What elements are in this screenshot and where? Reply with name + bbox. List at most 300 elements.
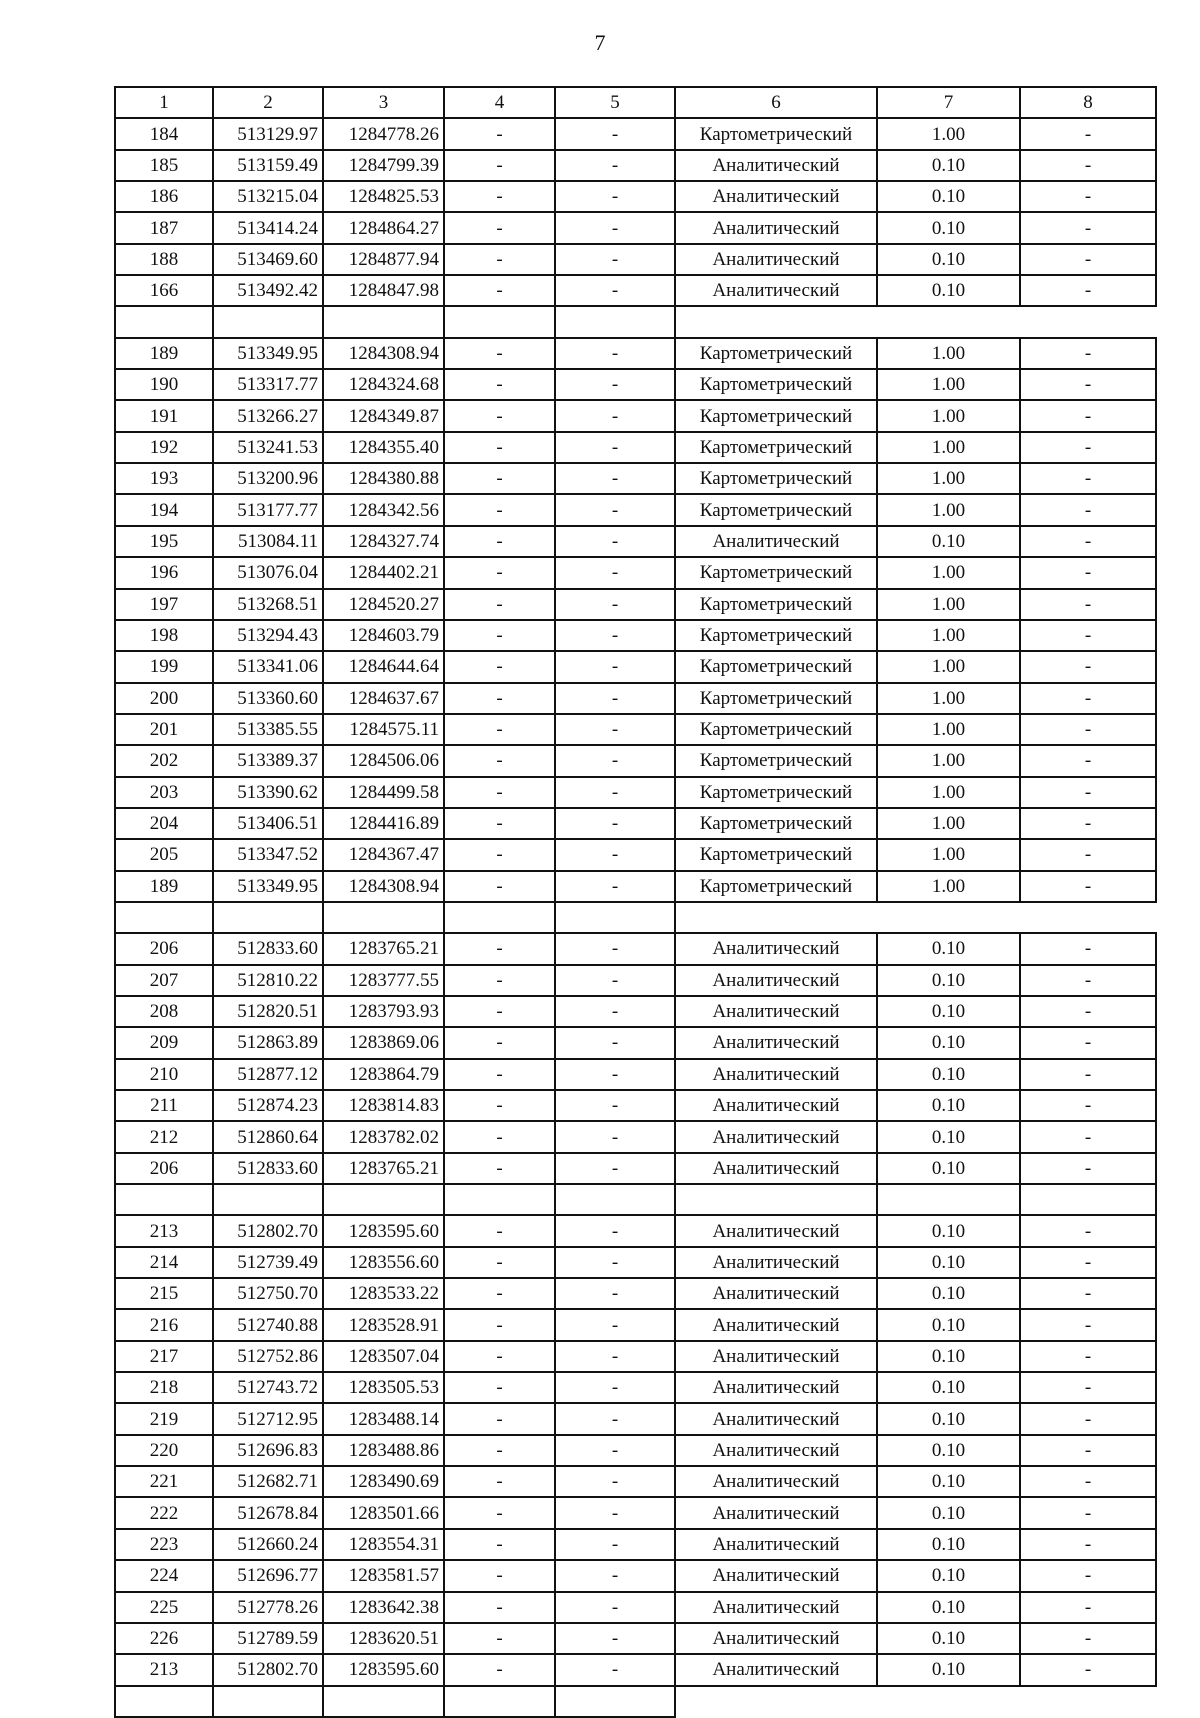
method-cell: Аналитический bbox=[675, 275, 877, 306]
empty-cell bbox=[323, 902, 444, 933]
method-cell: Аналитический bbox=[675, 244, 877, 275]
y-coordinate-cell: 1284308.94 bbox=[323, 338, 444, 369]
x-coordinate-cell: 513129.97 bbox=[213, 118, 323, 149]
col4-cell: - bbox=[444, 150, 555, 181]
col5-cell: - bbox=[555, 338, 675, 369]
col5-cell: - bbox=[555, 714, 675, 745]
col4-cell: - bbox=[444, 777, 555, 808]
x-coordinate-cell: 513406.51 bbox=[213, 808, 323, 839]
col8-cell: - bbox=[1020, 275, 1156, 306]
y-coordinate-cell: 1284499.58 bbox=[323, 777, 444, 808]
col5-cell: - bbox=[555, 1247, 675, 1278]
table-row bbox=[115, 651, 1156, 682]
point-number-cell: 204 bbox=[115, 808, 213, 839]
point-number-cell: 186 bbox=[115, 181, 213, 212]
col4-cell: - bbox=[444, 745, 555, 776]
point-number-cell: 223 bbox=[115, 1529, 213, 1560]
method-cell: Аналитический bbox=[675, 1309, 877, 1340]
col4-cell: - bbox=[444, 714, 555, 745]
y-coordinate-cell: 1284575.11 bbox=[323, 714, 444, 745]
x-coordinate-cell: 512874.23 bbox=[213, 1090, 323, 1121]
col5-cell: - bbox=[555, 1592, 675, 1623]
point-number-cell: 189 bbox=[115, 871, 213, 902]
point-number-cell: 199 bbox=[115, 651, 213, 682]
table-row bbox=[115, 1278, 1156, 1309]
method-cell: Аналитический bbox=[675, 1153, 877, 1184]
col8-cell: - bbox=[1020, 432, 1156, 463]
table-row bbox=[115, 1466, 1156, 1497]
point-number-cell: 197 bbox=[115, 589, 213, 620]
empty-cell bbox=[1020, 306, 1156, 337]
col4-cell: - bbox=[444, 1372, 555, 1403]
x-coordinate-cell: 513159.49 bbox=[213, 150, 323, 181]
point-number-cell: 192 bbox=[115, 432, 213, 463]
table-row bbox=[115, 1215, 1156, 1246]
col8-cell: - bbox=[1020, 1403, 1156, 1434]
col8-cell: - bbox=[1020, 839, 1156, 870]
y-coordinate-cell: 1283620.51 bbox=[323, 1623, 444, 1654]
table-row bbox=[115, 1435, 1156, 1466]
y-coordinate-cell: 1283488.86 bbox=[323, 1435, 444, 1466]
table-row bbox=[115, 338, 1156, 369]
method-cell: Аналитический bbox=[675, 1654, 877, 1685]
table-row bbox=[115, 683, 1156, 714]
accuracy-cell: 0.10 bbox=[877, 275, 1020, 306]
col4-cell: - bbox=[444, 400, 555, 431]
x-coordinate-cell: 512739.49 bbox=[213, 1247, 323, 1278]
method-cell: Аналитический bbox=[675, 965, 877, 996]
col4-cell: - bbox=[444, 933, 555, 964]
method-cell: Аналитический bbox=[675, 1372, 877, 1403]
method-cell: Картометрический bbox=[675, 463, 877, 494]
x-coordinate-cell: 513215.04 bbox=[213, 181, 323, 212]
point-number-cell: 196 bbox=[115, 557, 213, 588]
accuracy-cell: 0.10 bbox=[877, 1247, 1020, 1278]
col5-cell: - bbox=[555, 463, 675, 494]
col8-cell: - bbox=[1020, 871, 1156, 902]
point-number-cell: 208 bbox=[115, 996, 213, 1027]
method-cell: Картометрический bbox=[675, 400, 877, 431]
method-cell: Аналитический bbox=[675, 1435, 877, 1466]
col4-cell: - bbox=[444, 338, 555, 369]
separator-row bbox=[115, 1686, 1156, 1717]
x-coordinate-cell: 512810.22 bbox=[213, 965, 323, 996]
y-coordinate-cell: 1283533.22 bbox=[323, 1278, 444, 1309]
method-cell: Аналитический bbox=[675, 1059, 877, 1090]
empty-cell bbox=[555, 306, 675, 337]
coordinates-table bbox=[114, 86, 1157, 1718]
table-row bbox=[115, 1341, 1156, 1372]
col4-cell: - bbox=[444, 1153, 555, 1184]
point-number-cell: 215 bbox=[115, 1278, 213, 1309]
col4-cell: - bbox=[444, 1466, 555, 1497]
col4-cell: - bbox=[444, 118, 555, 149]
table-row bbox=[115, 1592, 1156, 1623]
method-cell: Картометрический bbox=[675, 432, 877, 463]
point-number-cell: 205 bbox=[115, 839, 213, 870]
method-cell: Картометрический bbox=[675, 651, 877, 682]
col4-cell: - bbox=[444, 1592, 555, 1623]
point-number-cell: 201 bbox=[115, 714, 213, 745]
col4-cell: - bbox=[444, 871, 555, 902]
y-coordinate-cell: 1284825.53 bbox=[323, 181, 444, 212]
col5-cell: - bbox=[555, 651, 675, 682]
accuracy-cell: 0.10 bbox=[877, 996, 1020, 1027]
column-header: 3 bbox=[323, 87, 444, 118]
table-row bbox=[115, 1654, 1156, 1685]
table-row bbox=[115, 808, 1156, 839]
empty-cell bbox=[213, 306, 323, 337]
table-row bbox=[115, 1372, 1156, 1403]
point-number-cell: 209 bbox=[115, 1027, 213, 1058]
col5-cell: - bbox=[555, 494, 675, 525]
y-coordinate-cell: 1283765.21 bbox=[323, 1153, 444, 1184]
column-header: 1 bbox=[115, 87, 213, 118]
x-coordinate-cell: 513414.24 bbox=[213, 212, 323, 243]
x-coordinate-cell: 513177.77 bbox=[213, 494, 323, 525]
method-cell: Аналитический bbox=[675, 1623, 877, 1654]
table-row bbox=[115, 1027, 1156, 1058]
y-coordinate-cell: 1283554.31 bbox=[323, 1529, 444, 1560]
col8-cell: - bbox=[1020, 589, 1156, 620]
col8-cell: - bbox=[1020, 244, 1156, 275]
col4-cell: - bbox=[444, 683, 555, 714]
col8-cell: - bbox=[1020, 1497, 1156, 1528]
method-cell: Картометрический bbox=[675, 557, 877, 588]
column-header: 7 bbox=[877, 87, 1020, 118]
method-cell: Картометрический bbox=[675, 683, 877, 714]
col8-cell: - bbox=[1020, 526, 1156, 557]
accuracy-cell: 0.10 bbox=[877, 1027, 1020, 1058]
y-coordinate-cell: 1283642.38 bbox=[323, 1592, 444, 1623]
x-coordinate-cell: 512660.24 bbox=[213, 1529, 323, 1560]
method-cell: Аналитический bbox=[675, 1215, 877, 1246]
col5-cell: - bbox=[555, 1153, 675, 1184]
table-row bbox=[115, 745, 1156, 776]
col5-cell: - bbox=[555, 1059, 675, 1090]
y-coordinate-cell: 1283765.21 bbox=[323, 933, 444, 964]
accuracy-cell: 0.10 bbox=[877, 244, 1020, 275]
column-header: 5 bbox=[555, 87, 675, 118]
method-cell: Картометрический bbox=[675, 589, 877, 620]
x-coordinate-cell: 512696.77 bbox=[213, 1560, 323, 1591]
column-header: 2 bbox=[213, 87, 323, 118]
table-row bbox=[115, 494, 1156, 525]
point-number-cell: 214 bbox=[115, 1247, 213, 1278]
col5-cell: - bbox=[555, 244, 675, 275]
col5-cell: - bbox=[555, 996, 675, 1027]
table-row bbox=[115, 1121, 1156, 1152]
empty-cell bbox=[675, 1686, 877, 1717]
col5-cell: - bbox=[555, 589, 675, 620]
col8-cell: - bbox=[1020, 338, 1156, 369]
table-row bbox=[115, 432, 1156, 463]
point-number-cell: 218 bbox=[115, 1372, 213, 1403]
method-cell: Аналитический bbox=[675, 1403, 877, 1434]
x-coordinate-cell: 513360.60 bbox=[213, 683, 323, 714]
col8-cell: - bbox=[1020, 1623, 1156, 1654]
empty-cell bbox=[555, 1686, 675, 1717]
table-row bbox=[115, 1153, 1156, 1184]
col4-cell: - bbox=[444, 1247, 555, 1278]
method-cell: Картометрический bbox=[675, 871, 877, 902]
accuracy-cell: 0.10 bbox=[877, 526, 1020, 557]
empty-cell bbox=[213, 902, 323, 933]
accuracy-cell: 0.10 bbox=[877, 212, 1020, 243]
y-coordinate-cell: 1283581.57 bbox=[323, 1560, 444, 1591]
x-coordinate-cell: 512682.71 bbox=[213, 1466, 323, 1497]
col4-cell: - bbox=[444, 557, 555, 588]
method-cell: Картометрический bbox=[675, 777, 877, 808]
point-number-cell: 206 bbox=[115, 933, 213, 964]
y-coordinate-cell: 1283869.06 bbox=[323, 1027, 444, 1058]
col8-cell: - bbox=[1020, 651, 1156, 682]
accuracy-cell: 0.10 bbox=[877, 1215, 1020, 1246]
col5-cell: - bbox=[555, 1654, 675, 1685]
method-cell: Аналитический bbox=[675, 1560, 877, 1591]
x-coordinate-cell: 513389.37 bbox=[213, 745, 323, 776]
point-number-cell: 187 bbox=[115, 212, 213, 243]
y-coordinate-cell: 1284327.74 bbox=[323, 526, 444, 557]
x-coordinate-cell: 512860.64 bbox=[213, 1121, 323, 1152]
accuracy-cell: 1.00 bbox=[877, 808, 1020, 839]
col4-cell: - bbox=[444, 589, 555, 620]
col8-cell: - bbox=[1020, 1435, 1156, 1466]
col5-cell: - bbox=[555, 745, 675, 776]
accuracy-cell: 0.10 bbox=[877, 1529, 1020, 1560]
table-row bbox=[115, 212, 1156, 243]
col4-cell: - bbox=[444, 1529, 555, 1560]
method-cell: Картометрический bbox=[675, 338, 877, 369]
col5-cell: - bbox=[555, 432, 675, 463]
method-cell: Картометрический bbox=[675, 714, 877, 745]
col5-cell: - bbox=[555, 1372, 675, 1403]
x-coordinate-cell: 513385.55 bbox=[213, 714, 323, 745]
y-coordinate-cell: 1284637.67 bbox=[323, 683, 444, 714]
table-row bbox=[115, 620, 1156, 651]
empty-cell bbox=[323, 306, 444, 337]
col4-cell: - bbox=[444, 432, 555, 463]
accuracy-cell: 0.10 bbox=[877, 1654, 1020, 1685]
col4-cell: - bbox=[444, 1309, 555, 1340]
x-coordinate-cell: 513084.11 bbox=[213, 526, 323, 557]
y-coordinate-cell: 1284367.47 bbox=[323, 839, 444, 870]
x-coordinate-cell: 512863.89 bbox=[213, 1027, 323, 1058]
y-coordinate-cell: 1284520.27 bbox=[323, 589, 444, 620]
column-header: 8 bbox=[1020, 87, 1156, 118]
y-coordinate-cell: 1284342.56 bbox=[323, 494, 444, 525]
point-number-cell: 221 bbox=[115, 1466, 213, 1497]
empty-cell bbox=[1020, 902, 1156, 933]
x-coordinate-cell: 513076.04 bbox=[213, 557, 323, 588]
col5-cell: - bbox=[555, 150, 675, 181]
col8-cell: - bbox=[1020, 714, 1156, 745]
col8-cell: - bbox=[1020, 150, 1156, 181]
accuracy-cell: 0.10 bbox=[877, 1623, 1020, 1654]
point-number-cell: 166 bbox=[115, 275, 213, 306]
col4-cell: - bbox=[444, 965, 555, 996]
point-number-cell: 200 bbox=[115, 683, 213, 714]
col5-cell: - bbox=[555, 1341, 675, 1372]
empty-cell bbox=[444, 902, 555, 933]
accuracy-cell: 0.10 bbox=[877, 933, 1020, 964]
accuracy-cell: 0.10 bbox=[877, 1435, 1020, 1466]
x-coordinate-cell: 513268.51 bbox=[213, 589, 323, 620]
point-number-cell: 225 bbox=[115, 1592, 213, 1623]
col4-cell: - bbox=[444, 1560, 555, 1591]
col4-cell: - bbox=[444, 1623, 555, 1654]
x-coordinate-cell: 512743.72 bbox=[213, 1372, 323, 1403]
y-coordinate-cell: 1283595.60 bbox=[323, 1654, 444, 1685]
empty-cell bbox=[1020, 1686, 1156, 1717]
y-coordinate-cell: 1284864.27 bbox=[323, 212, 444, 243]
point-number-cell: 202 bbox=[115, 745, 213, 776]
col5-cell: - bbox=[555, 400, 675, 431]
table-header-row bbox=[115, 87, 1156, 118]
col8-cell: - bbox=[1020, 1529, 1156, 1560]
accuracy-cell: 1.00 bbox=[877, 871, 1020, 902]
accuracy-cell: 1.00 bbox=[877, 338, 1020, 369]
y-coordinate-cell: 1284416.89 bbox=[323, 808, 444, 839]
table-row bbox=[115, 1560, 1156, 1591]
col4-cell: - bbox=[444, 1435, 555, 1466]
col5-cell: - bbox=[555, 275, 675, 306]
col5-cell: - bbox=[555, 118, 675, 149]
y-coordinate-cell: 1284877.94 bbox=[323, 244, 444, 275]
method-cell: Аналитический bbox=[675, 1529, 877, 1560]
x-coordinate-cell: 513349.95 bbox=[213, 871, 323, 902]
y-coordinate-cell: 1284603.79 bbox=[323, 620, 444, 651]
x-coordinate-cell: 512789.59 bbox=[213, 1623, 323, 1654]
col4-cell: - bbox=[444, 808, 555, 839]
method-cell: Картометрический bbox=[675, 745, 877, 776]
col5-cell: - bbox=[555, 683, 675, 714]
col4-cell: - bbox=[444, 1341, 555, 1372]
method-cell: Аналитический bbox=[675, 1278, 877, 1309]
x-coordinate-cell: 512752.86 bbox=[213, 1341, 323, 1372]
table-row bbox=[115, 996, 1156, 1027]
table-body bbox=[115, 87, 1156, 1717]
x-coordinate-cell: 513317.77 bbox=[213, 369, 323, 400]
col4-cell: - bbox=[444, 1497, 555, 1528]
column-header: 4 bbox=[444, 87, 555, 118]
col8-cell: - bbox=[1020, 996, 1156, 1027]
point-number-cell: 195 bbox=[115, 526, 213, 557]
x-coordinate-cell: 513266.27 bbox=[213, 400, 323, 431]
accuracy-cell: 0.10 bbox=[877, 1059, 1020, 1090]
table-row bbox=[115, 244, 1156, 275]
point-number-cell: 184 bbox=[115, 118, 213, 149]
empty-cell bbox=[555, 902, 675, 933]
y-coordinate-cell: 1284799.39 bbox=[323, 150, 444, 181]
separator-row bbox=[115, 902, 1156, 933]
accuracy-cell: 1.00 bbox=[877, 432, 1020, 463]
col4-cell: - bbox=[444, 494, 555, 525]
x-coordinate-cell: 512712.95 bbox=[213, 1403, 323, 1434]
accuracy-cell: 1.00 bbox=[877, 557, 1020, 588]
y-coordinate-cell: 1283488.14 bbox=[323, 1403, 444, 1434]
col5-cell: - bbox=[555, 1278, 675, 1309]
col5-cell: - bbox=[555, 212, 675, 243]
accuracy-cell: 1.00 bbox=[877, 463, 1020, 494]
col4-cell: - bbox=[444, 1090, 555, 1121]
empty-cell bbox=[877, 1686, 1020, 1717]
method-cell: Аналитический bbox=[675, 526, 877, 557]
column-header: 6 bbox=[675, 87, 877, 118]
x-coordinate-cell: 512833.60 bbox=[213, 933, 323, 964]
method-cell: Картометрический bbox=[675, 118, 877, 149]
method-cell: Аналитический bbox=[675, 1592, 877, 1623]
table-row bbox=[115, 557, 1156, 588]
col8-cell: - bbox=[1020, 212, 1156, 243]
method-cell: Аналитический bbox=[675, 933, 877, 964]
col8-cell: - bbox=[1020, 1278, 1156, 1309]
col8-cell: - bbox=[1020, 1090, 1156, 1121]
point-number-cell: 193 bbox=[115, 463, 213, 494]
table-row bbox=[115, 933, 1156, 964]
point-number-cell: 206 bbox=[115, 1153, 213, 1184]
accuracy-cell: 0.10 bbox=[877, 1153, 1020, 1184]
x-coordinate-cell: 513200.96 bbox=[213, 463, 323, 494]
accuracy-cell: 0.10 bbox=[877, 1341, 1020, 1372]
col5-cell: - bbox=[555, 1435, 675, 1466]
col5-cell: - bbox=[555, 620, 675, 651]
method-cell: Картометрический bbox=[675, 808, 877, 839]
col8-cell: - bbox=[1020, 557, 1156, 588]
accuracy-cell: 1.00 bbox=[877, 620, 1020, 651]
table-row bbox=[115, 526, 1156, 557]
col4-cell: - bbox=[444, 369, 555, 400]
col8-cell: - bbox=[1020, 463, 1156, 494]
table-row bbox=[115, 589, 1156, 620]
col8-cell: - bbox=[1020, 1215, 1156, 1246]
accuracy-cell: 1.00 bbox=[877, 118, 1020, 149]
table-row bbox=[115, 150, 1156, 181]
y-coordinate-cell: 1283793.93 bbox=[323, 996, 444, 1027]
accuracy-cell: 1.00 bbox=[877, 589, 1020, 620]
col8-cell: - bbox=[1020, 620, 1156, 651]
empty-cell bbox=[444, 1686, 555, 1717]
col4-cell: - bbox=[444, 181, 555, 212]
col8-cell: - bbox=[1020, 1247, 1156, 1278]
method-cell: Картометрический bbox=[675, 839, 877, 870]
table-row bbox=[115, 777, 1156, 808]
y-coordinate-cell: 1284847.98 bbox=[323, 275, 444, 306]
col5-cell: - bbox=[555, 808, 675, 839]
col8-cell: - bbox=[1020, 933, 1156, 964]
accuracy-cell: 1.00 bbox=[877, 651, 1020, 682]
empty-cell bbox=[115, 1184, 213, 1215]
table-row bbox=[115, 965, 1156, 996]
col4-cell: - bbox=[444, 1121, 555, 1152]
empty-cell bbox=[213, 1686, 323, 1717]
y-coordinate-cell: 1284506.06 bbox=[323, 745, 444, 776]
empty-cell bbox=[444, 306, 555, 337]
empty-cell bbox=[555, 1184, 675, 1215]
col4-cell: - bbox=[444, 1278, 555, 1309]
col5-cell: - bbox=[555, 1529, 675, 1560]
col5-cell: - bbox=[555, 965, 675, 996]
table-row bbox=[115, 1529, 1156, 1560]
point-number-cell: 198 bbox=[115, 620, 213, 651]
separator-row bbox=[115, 306, 1156, 337]
col5-cell: - bbox=[555, 526, 675, 557]
col8-cell: - bbox=[1020, 1309, 1156, 1340]
point-number-cell: 189 bbox=[115, 338, 213, 369]
col8-cell: - bbox=[1020, 965, 1156, 996]
method-cell: Картометрический bbox=[675, 494, 877, 525]
method-cell: Аналитический bbox=[675, 1341, 877, 1372]
